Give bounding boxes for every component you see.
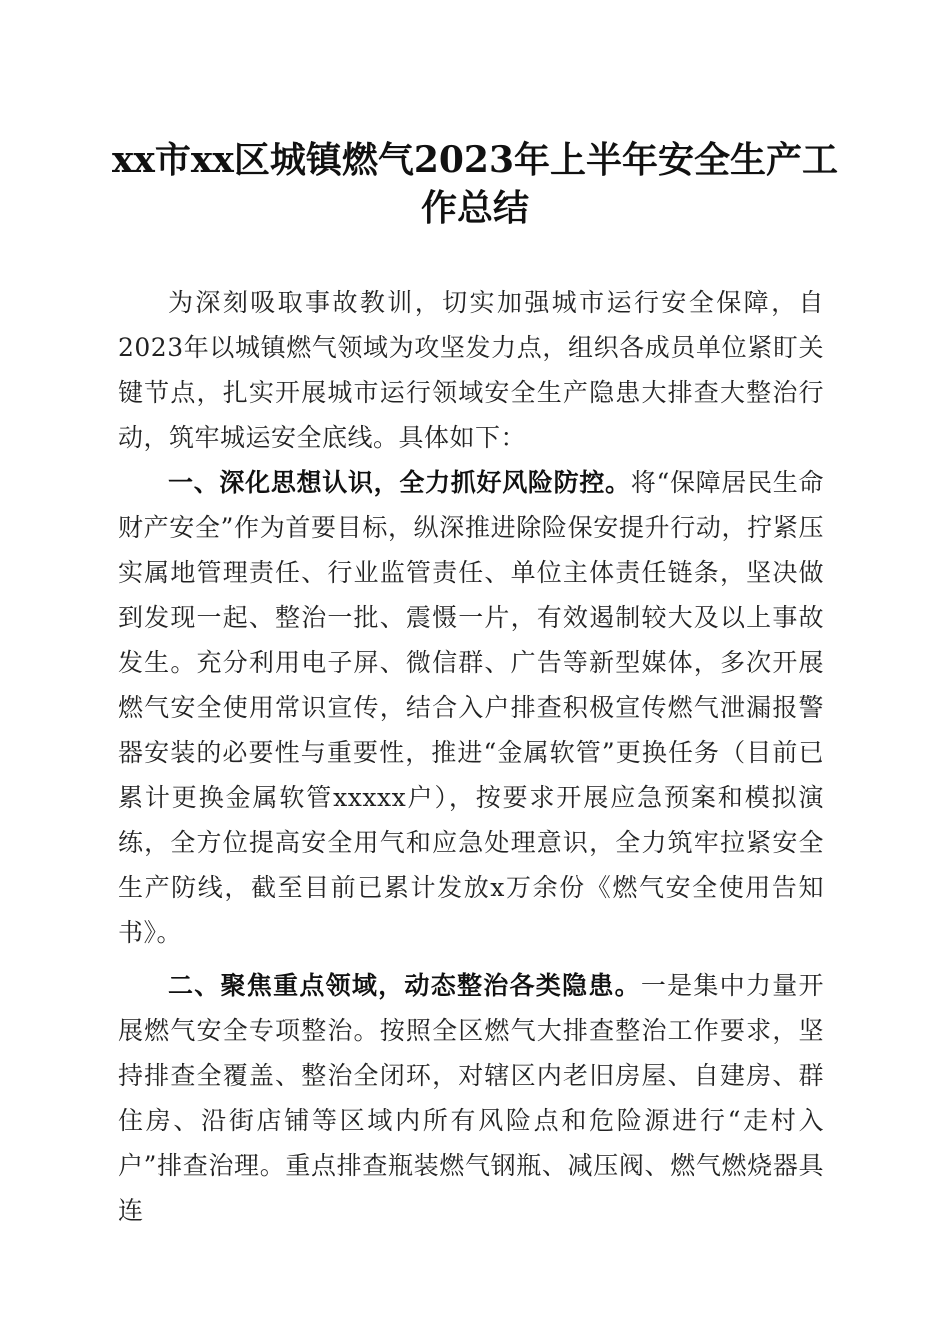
section-1-heading: 一、深化思想认识，全力抓好风险防控。 bbox=[168, 468, 631, 497]
section-2-paragraph bbox=[118, 963, 824, 1233]
section-2-text: 一是集中力量开展燃气安全专项整治。按照全区燃气大排查整治工作要求，坚持排查全覆盖、整治全闭环，对辖区内老旧房屋、自建房、群住房、沿街店铺等区域内所有风险点和危险源进行“走村入户”排查治理。重点排查瓶装燃气钢瓶、减压阀、燃气燃烧器具连 bbox=[118, 971, 824, 1225]
section-1-text: 将“保障居民生命财产安全”作为首要目标，纵深推进除险保安提升行动，拧紧压实属地管理责任、行业监管责任、单位主体责任链条，坚决做到发现一起、整治一批、震慑一片，有效遏制较大及以上事故发生。充分利用电子屏、微信群、广告等新型媒体，多次开展燃气安全使用常识宣传，结合入户排查积极宣传燃气泄漏报警器安装的必要性与重要性，推进“金属软管”更换任务（目前已累计更换金属软管xxxxx户），按要求开展应急预案和模拟演练，全方位提高安全用气和应急处理意识，全力筑牢拉紧安全生产防线，截至目前已累计发放x万余份《燃气安全使用告知书》。 bbox=[118, 468, 824, 947]
intro-paragraph: 为深刻吸取事故教训，切实加强城市运行安全保障，自2023年以城镇燃气领域为攻坚发力点，组织各成员单位紧盯关键节点，扎实开展城市运行领域安全生产隐患大排查大整治行动，筑牢城运安全底线。具体如下： bbox=[118, 288, 824, 452]
section-2-heading: 二、聚焦重点领域，动态整治各类隐患。 bbox=[168, 971, 641, 1000]
document-title: xx市xx区城镇燃气2023年上半年安全生产工作总结 bbox=[111, 139, 839, 229]
section-1-paragraph bbox=[118, 460, 824, 955]
document-body bbox=[118, 280, 824, 1233]
